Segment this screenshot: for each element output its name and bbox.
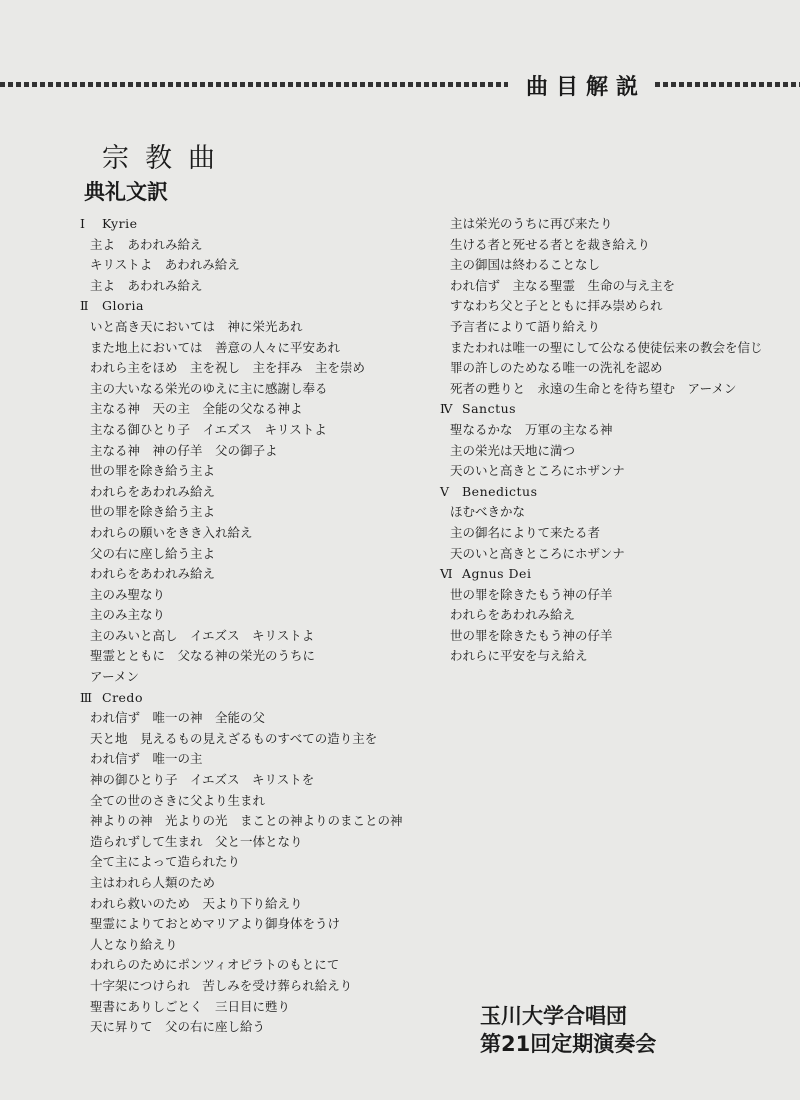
text-line: 天のいと高きところにホザンナ [450,545,625,561]
text-line: 主のみ聖なり [90,586,166,602]
text-line: 主なる御ひとり子 イエズス キリストよ [90,421,327,437]
text-line: われ信ず 唯一の主 [90,751,203,767]
movement-title: Agnus Dei [462,566,532,582]
text-line: 天に昇りて 父の右に座し給う [90,1019,266,1035]
text-line: 主のみいと高し イエズス キリストよ [90,627,315,643]
text-line: 全ての世のさきに父より生まれ [90,792,266,808]
text-line: 世の罪を除きたもう神の仔羊 [450,627,613,643]
text-line: キリストよ あわれみ給え [90,257,240,273]
footer [480,1002,656,1058]
text-line: 主なる神 天の主 全能の父なる神よ [90,401,303,417]
text-line: われら主をほめ 主を祝し 主を拝み 主を崇め [90,360,366,376]
text-line: またわれは唯一の聖にして公なる使徒伝来の教会を信じ [450,339,763,355]
text-line: 世の罪を除き給う主よ [90,463,216,479]
text-line: 主よ あわれみ給え [90,277,203,293]
section-title: 宗教曲 [102,143,231,174]
footer-organization: 玉川大学合唱団 [480,1004,627,1028]
movement-heading [440,482,780,503]
text-line: 生ける者と死せる者とを裁き給えり [450,236,651,252]
text-line: われらをあわれみ給え [450,607,576,623]
text-line: われ信ず 主なる聖霊 生命の与え主を [450,277,676,293]
movement-title: Kyrie [102,216,138,231]
movement-title: Benedictus [462,483,538,499]
text-line: 人となり給えり [90,936,178,952]
text-line: 天と地 見えるもの見えざるものすべての造り主を [90,730,378,746]
movement-title: Sanctus [462,401,517,417]
text-line: 天のいと高きところにホザンナ [450,463,625,479]
text-line: われらの願いをきき入れ給え [90,524,253,540]
text-line: われらをあわれみ給え [90,483,216,499]
text-line: 神の御ひとり子 イエズス キリストを [90,772,315,788]
text-line: 聖霊によりておとめマリアより御身体をうけ [90,916,341,932]
movement-title: Credo [102,689,143,705]
text-line: 聖書にありしごとく 三日目に甦り [90,998,291,1014]
text-line: 主よ あわれみ給え [90,236,203,252]
movement-number: Ⅴ [440,483,450,499]
header-rule-left [0,82,508,87]
text-line: ほむべきかな [450,504,526,520]
movement-heading [80,296,410,317]
text-line: 神よりの神 光よりの光 まことの神よりのまことの神 [90,813,403,829]
text-line: われ信ず 唯一の神 全能の父 [90,710,266,726]
text-line: 主の栄光は天地に満つ [450,442,576,458]
text-line: 造られずして生まれ 父と一体となり [90,833,303,849]
text-line: 罪の許しのためなる唯一の洗礼を認め [450,360,663,376]
text-line: 世の罪を除き給う主よ [90,504,216,520]
movement-number: Ⅵ [440,566,454,582]
text-line: 主のみ主なり [90,607,166,623]
right-text-column [440,214,780,667]
left-text-column [80,214,410,1038]
movement-heading [80,688,410,709]
text-line: 主は栄光のうちに再び来たり [450,216,613,231]
subtitle: 典礼文訳 [84,180,168,204]
movement-heading [80,214,410,235]
movement-number: Ⅱ [80,298,89,314]
text-line: 死者の甦りと 永遠の生命とを待ち望む アーメン [450,380,737,396]
text-line: すなわち父と子とともに拝み崇められ [450,298,663,314]
text-line: われら救いのため 天より下り給えり [90,895,303,911]
text-line: われらのためにポンツィオピラトのもとにて [90,957,340,973]
text-line: アーメン [90,669,140,685]
movement-heading [440,399,780,420]
text-line: 主の御名によりて来たる者 [450,524,601,540]
text-line: 父の右に座し給う主よ [90,545,216,561]
text-line: 世の罪を除きたもう神の仔羊 [450,586,613,602]
movement-number: Ⅰ [80,216,86,231]
movement-number: Ⅲ [80,689,93,705]
text-line: 予言者によりて語り給えり [450,318,601,334]
text-line: 十字架につけられ 苦しみを受け葬られ給えり [90,977,353,993]
header-title: 曲目解説 [526,75,647,100]
text-line: 聖なるかな 万軍の主なる神 [450,421,613,437]
movement-heading [440,564,780,585]
text-line: 主の御国は終わることなし [450,257,601,273]
footer-event: 第21回定期演奏会 [480,1032,657,1056]
text-line: 全て主によって造られたり [90,854,241,870]
movement-number: Ⅳ [440,401,453,417]
text-line: 主はわれら人類のため [90,875,216,890]
text-line: また地上においては 善意の人々に平安あれ [90,339,341,355]
movement-title: Gloria [102,298,144,314]
text-line: われらをあわれみ給え [90,566,216,582]
text-line: われらに平安を与え給え [450,648,588,664]
text-line: 主なる神 神の仔羊 父の御子よ [90,442,278,458]
text-line: いと高き天においては 神に栄光あれ [90,318,303,334]
header-rule-right [655,82,800,87]
text-line: 主の大いなる栄光のゆえに主に感謝し奉る [90,380,328,396]
text-line: 聖霊とともに 父なる神の栄光のうちに [90,648,316,664]
